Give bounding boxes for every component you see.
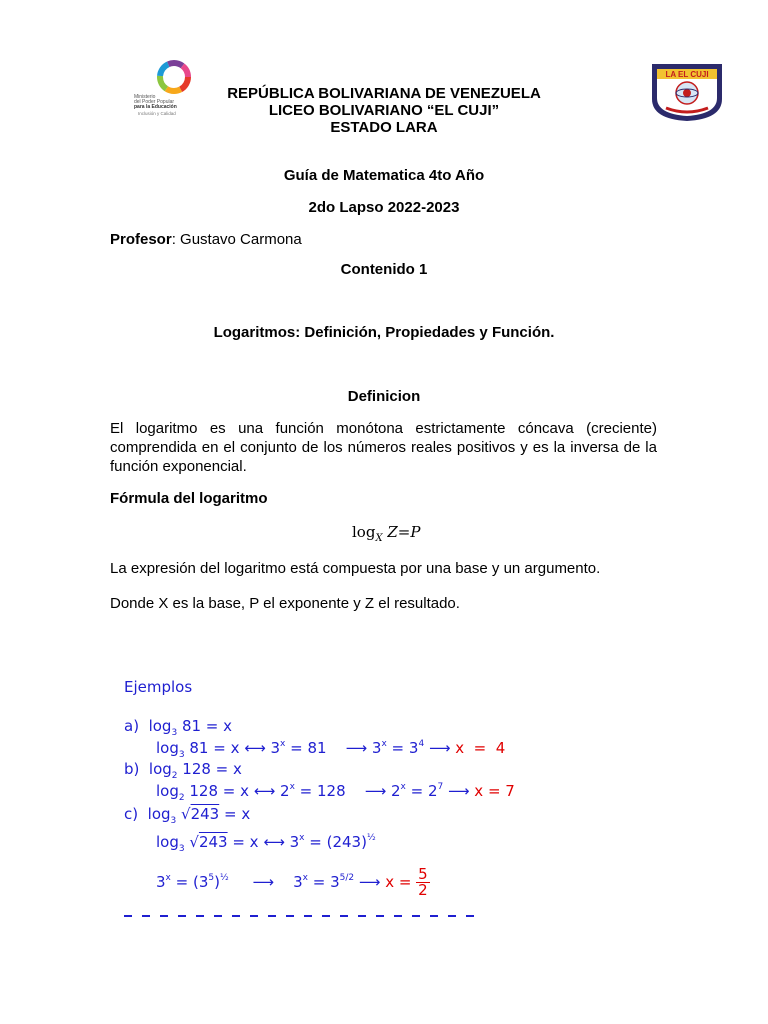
example-c-step1: $\log_3 √243 = x$ ⟷ $3^x = (243)^{\frac{1}{2}}$ [156, 833, 376, 854]
formula-log: log [352, 523, 376, 541]
examples-figure [110, 665, 570, 920]
school-shield-logo [648, 61, 726, 123]
guide-title: Guía de Matematica 4to Año [283, 167, 485, 184]
header-line-state: ESTADO LARA [330, 119, 438, 136]
topic-title: Logaritmos: Definición, Propiedades y Función. [213, 324, 555, 341]
log-formula [352, 523, 421, 544]
logo-text-1: Ministerio [134, 94, 156, 100]
ministerio-logo [128, 60, 206, 118]
example-b-label: b) [124, 760, 140, 778]
teacher-name: : Gustavo Carmona [171, 231, 302, 248]
examples-title: Ejemplos [124, 678, 193, 696]
cropped-next-line [124, 915, 484, 917]
example-a-statement: a) $\log_3 81 = x$ [124, 717, 233, 738]
formula-heading: Fórmula del logaritmo [110, 490, 268, 507]
example-a-solution: $\log_3 81 = x$ ⟷ $3^x = 81$ ⟶ $3^x = 3^4$ ⟶ x = 4 [156, 739, 506, 760]
expression-paragraph: La expresión del logaritmo está compuesta por una base y un argumento. [110, 560, 601, 577]
example-b-solution: $\log_2 128 = x$ ⟷ $2^x = 128$ ⟶ $2^x = 2^7$ ⟶ x = 7 [156, 782, 515, 803]
definition-heading: Definicion [347, 388, 421, 405]
period-title: 2do Lapso 2022-2023 [308, 199, 460, 216]
example-c-statement: c) $\log_3 √243 = x$ [124, 805, 251, 826]
example-c-label: c) [124, 805, 139, 823]
example-a-label: a) [124, 717, 140, 735]
formula-rest: Z=P [387, 523, 421, 541]
header-line-republic: REPÚBLICA BOLIVARIANA DE VENEZUELA [227, 85, 541, 102]
formula-base: X [375, 533, 383, 544]
teacher-label: Profesor [110, 231, 172, 248]
content-title: Contenido 1 [340, 261, 428, 278]
teacher-line [110, 230, 657, 249]
example-b-statement: b) $\log_2 128 = x$ [124, 760, 242, 781]
header-line-school: LICEO BOLIVARIANO “EL CUJI” [268, 102, 500, 119]
logo-text-2: del Poder Popular [134, 99, 175, 105]
example-c-step2: $3^x = (3^5)^{\frac{1}{2}}$ ⟶ $3^x = 3^{5/2}$ ⟶ x = 5 2 [156, 865, 428, 899]
logo-text-4: Inclusión y Calidad [138, 111, 176, 116]
logo-text-3: para la Educación [134, 104, 177, 110]
where-paragraph: Donde X es la base, P el exponente y Z el resultado. [110, 595, 460, 612]
definition-paragraph: El logaritmo es una función monótona estrictamente cóncava (creciente) comprendida en el conjunto de los números reales positivos y es la inversa de la función exponencial. [110, 420, 657, 475]
shield-text: LA EL CUJI [665, 70, 709, 79]
institution-header [200, 85, 568, 136]
